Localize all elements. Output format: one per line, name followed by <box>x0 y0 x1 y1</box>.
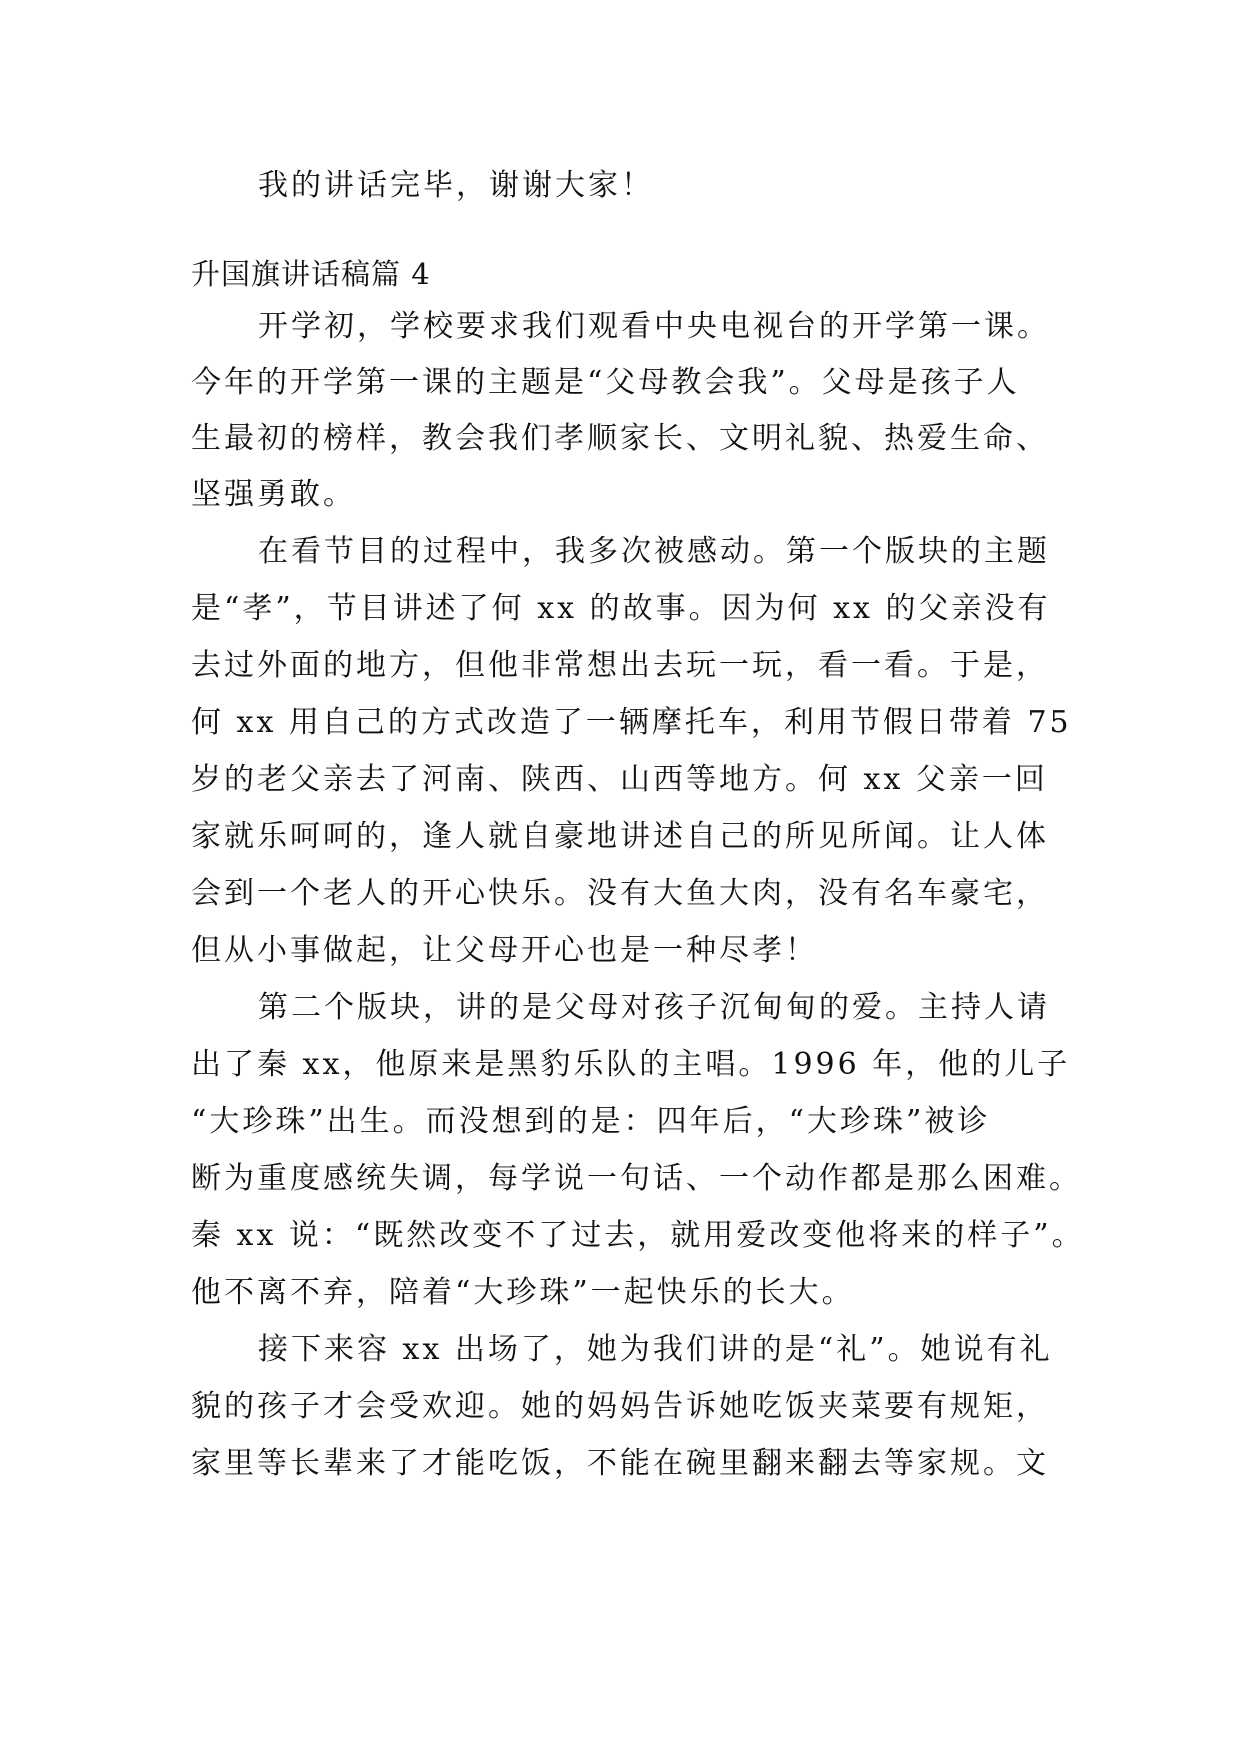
paragraph-2-line-4: 何 xx 用自己的方式改造了一辆摩托车，利用节假日带着 75 <box>191 705 1072 740</box>
paragraph-4-line-3: 家里等长辈来了才能吃饭，不能在碗里翻来翻去等家规。文 <box>191 1446 1049 1481</box>
paragraph-2-line-7: 会到一个老人的开心快乐。没有大鱼大肉，没有名车豪宅， <box>191 876 1049 911</box>
paragraph-2-line-6: 家就乐呵呵的，逢人就自豪地讲述自己的所见所闻。让人体 <box>191 819 1049 854</box>
paragraph-3-line-3: “大珍珠”出生。而没想到的是：四年后，“大珍珠”被诊 <box>191 1104 991 1139</box>
paragraph-2-line-8: 但从小事做起，让父母开心也是一种尽孝！ <box>191 933 818 968</box>
paragraph-3-line-5: 秦 xx 说：“既然改变不了过去，就用爱改变他将来的样子”。 <box>191 1218 1085 1253</box>
paragraph-3-line-2: 出了秦 xx，他原来是黑豹乐队的主唱。1996 年，他的儿子 <box>191 1047 1071 1082</box>
paragraph-3-line-4: 断为重度感统失调，每学说一句话、一个动作都是那么困难。 <box>191 1161 1082 1196</box>
paragraph-1-line-4: 坚强勇敢。 <box>191 477 356 512</box>
paragraph-1-line-2: 今年的开学第一课的主题是“父母教会我”。父母是孩子人 <box>191 365 1020 400</box>
paragraph-2-line-2: 是“孝”，节目讲述了何 xx 的故事。因为何 xx 的父亲没有 <box>191 591 1051 626</box>
paragraph-4-line-1: 接下来容 xx 出场了，她为我们讲的是“礼”。她说有礼 <box>258 1332 1053 1367</box>
paragraph-4-line-2: 貌的孩子才会受欢迎。她的妈妈告诉她吃饭夹菜要有规矩， <box>191 1389 1049 1424</box>
paragraph-1-line-3: 生最初的榜样，教会我们孝顺家长、文明礼貌、热爱生命、 <box>191 421 1049 456</box>
paragraph-2-line-5: 岁的老父亲去了河南、陕西、山西等地方。何 xx 父亲一回 <box>191 762 1048 797</box>
closing-line: 我的讲话完毕，谢谢大家！ <box>258 168 654 203</box>
paragraph-1-line-1: 开学初，学校要求我们观看中央电视台的开学第一课。 <box>258 309 1050 344</box>
section-title: 升国旗讲话稿篇 4 <box>191 257 431 291</box>
paragraph-2-line-1: 在看节目的过程中，我多次被感动。第一个版块的主题 <box>258 534 1050 569</box>
paragraph-3-line-6: 他不离不弃，陪着“大珍珠”一起快乐的长大。 <box>191 1275 855 1310</box>
paragraph-3-line-1: 第二个版块，讲的是父母对孩子沉甸甸的爱。主持人请 <box>258 990 1050 1025</box>
paragraph-2-line-3: 去过外面的地方，但他非常想出去玩一玩，看一看。于是， <box>191 648 1049 683</box>
